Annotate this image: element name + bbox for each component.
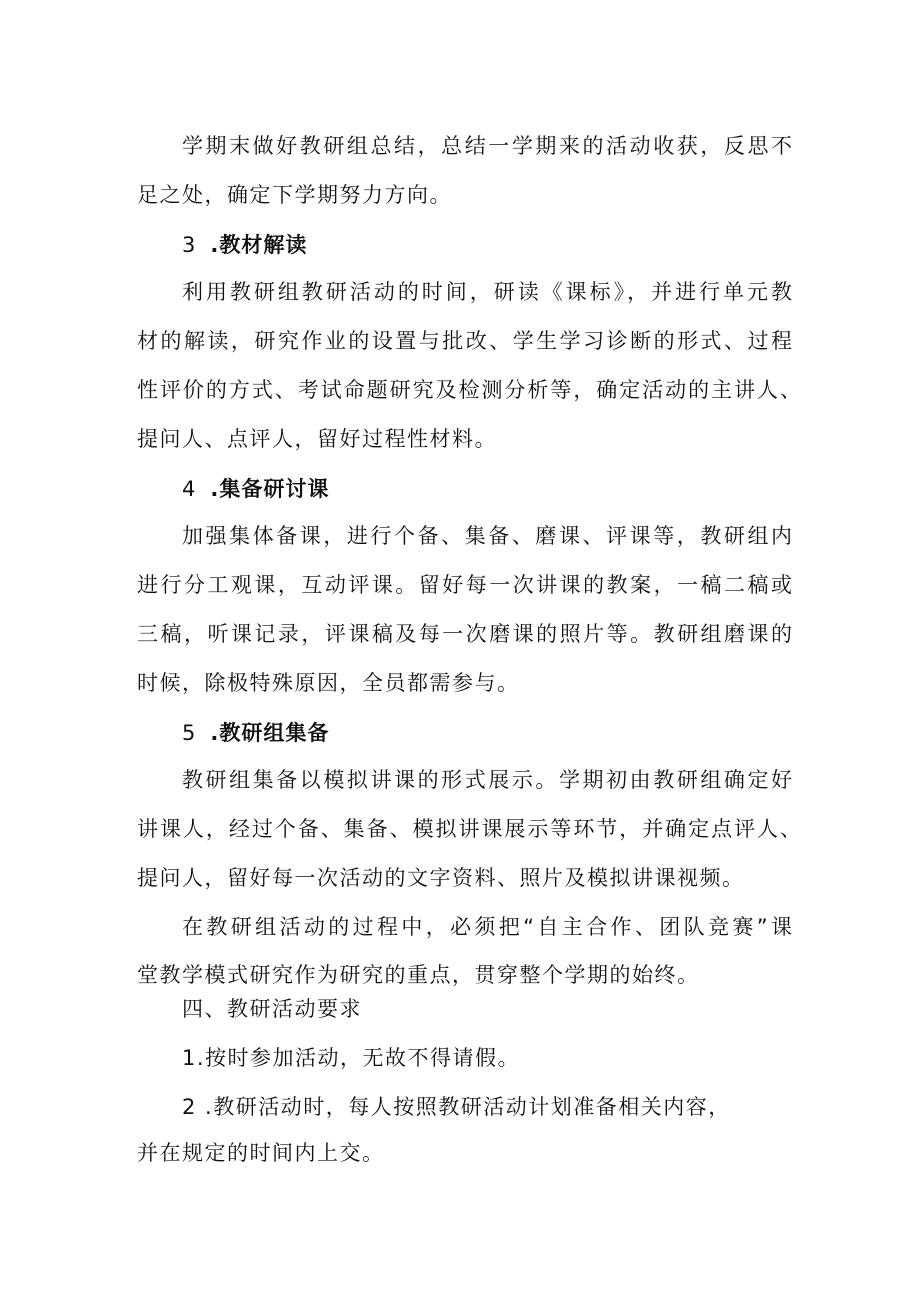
paragraph-line: 讲课人，经过个备、集备、模拟讲课展示等环节，并确定点评人、 [137, 817, 801, 841]
paragraph-line: 加强集体备课，进行个备、集备、磨课、评课等，教研组内 [182, 524, 792, 548]
paragraph-line: 足之处，确定下学期努力方向。 [137, 183, 452, 207]
section-heading-3 [182, 230, 307, 260]
paragraph-line: 进行分工观课，互动评课。留好每一次讲课的教案，一稿二稿或 [137, 573, 792, 597]
section-heading-4 [182, 474, 329, 504]
paragraph-line: 学期末做好教研组总结，总结一学期来的活动收获，反思不 [182, 134, 792, 158]
paragraph-line: 提问人，留好每一次活动的文字资料、照片及模拟讲课视频。 [137, 866, 745, 890]
heading-text: .集备研讨课 [210, 477, 330, 501]
paragraph-line: 堂教学模式研究作为研究的重点，贯穿整个学期的始终。 [137, 963, 700, 987]
heading-number: 5 [182, 721, 197, 745]
section-heading-requirements: 四、教研活动要求 [182, 997, 362, 1021]
requirement-item: 2 .教研活动时，每人按照教研活动计划准备相关内容， [182, 1095, 731, 1119]
paragraph-line: 并在规定的时间内上交。 [137, 1141, 385, 1165]
paragraph-line: 三稿，听课记录，评课稿及每一次磨课的照片等。教研组磨课的 [137, 622, 792, 646]
paragraph-line: 时候，除极特殊原因，全员都需参与。 [137, 671, 520, 695]
heading-text: .教材解读 [210, 233, 308, 257]
paragraph-line: 提问人、点评人，留好过程性材料。 [137, 427, 497, 451]
requirement-item: 1.按时参加活动，无故不得请假。 [182, 1046, 521, 1070]
paragraph-line: 在教研组活动的过程中，必须把“自主合作、团队竞赛”课 [182, 915, 792, 939]
section-heading-5 [182, 718, 329, 748]
heading-number: 4 [182, 477, 197, 501]
paragraph-line: 性评价的方式、考试命题研究及检测分析等，确定活动的主讲人、 [137, 378, 801, 402]
paragraph-line: 利用教研组教研活动的时间，研读《课标》，并进行单元教 [182, 280, 792, 304]
heading-text: .教研组集备 [210, 721, 330, 745]
paragraph-line: 材的解读，研究作业的设置与批改、学生学习诊断的形式、过程 [137, 329, 792, 353]
paragraph-line: 教研组集备以模拟讲课的形式展示。学期初由教研组确定好 [182, 768, 792, 792]
heading-number: 3 [182, 233, 197, 257]
